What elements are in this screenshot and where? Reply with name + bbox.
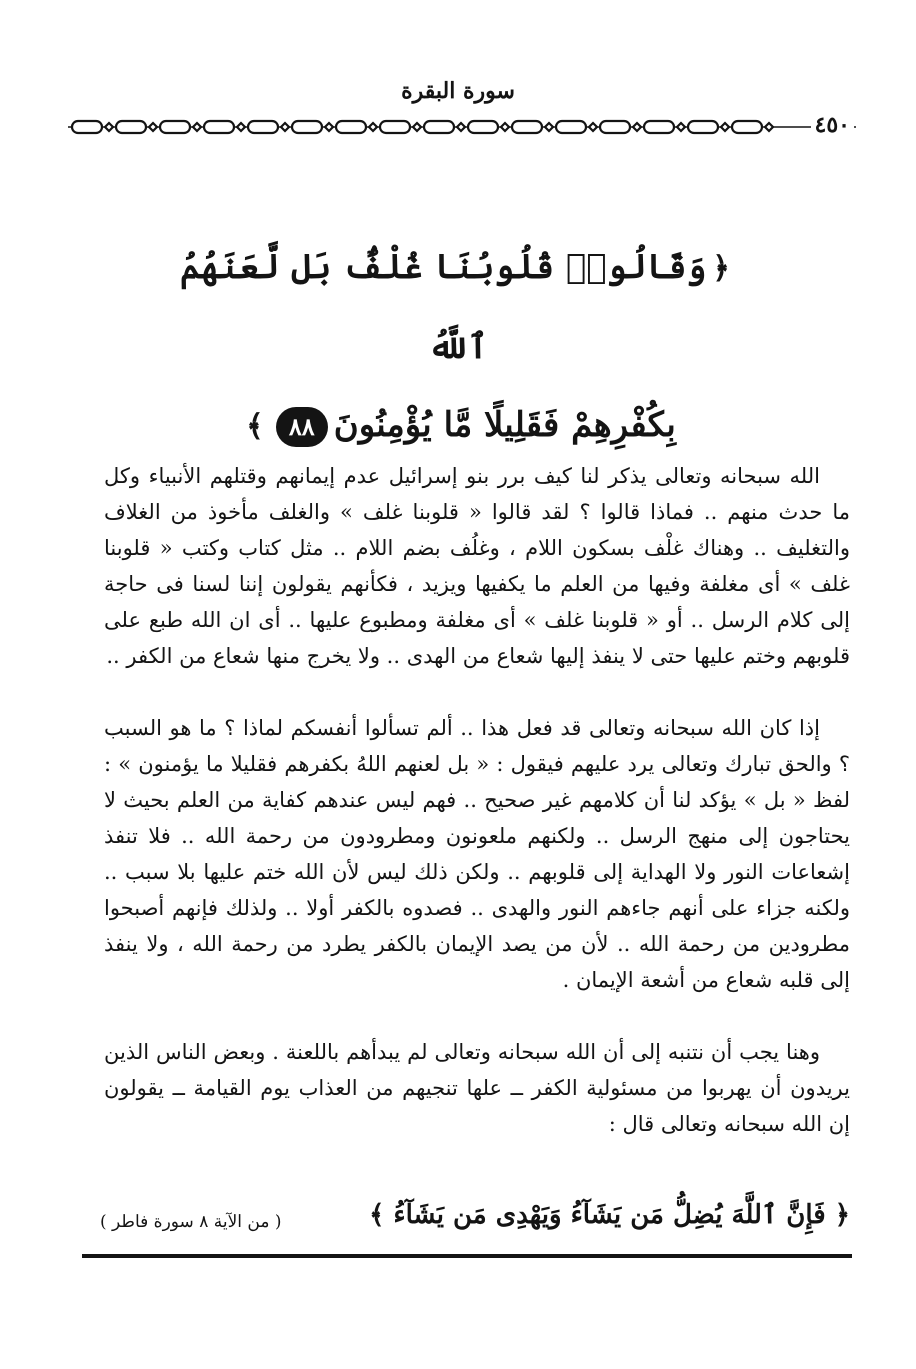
- verse-close-ornament: ﴾: [246, 409, 264, 444]
- commentary-paragraph-3: وهنا يجب أن نتنبه إلى أن الله سبحانه وتعالى لم يبدأهم باللعنة . وبعض الناس الذين يريدون أن يهربوا من مسئولية الكفر ــ علها تنجيهم من العذاب يوم القيامة ــ يقولون إن الله سبحانه وتعالى قال :: [104, 1040, 850, 1136]
- commentary-paragraph-1: الله سبحانه وتعالى يذكر لنا كيف برر بنو إسرائيل عدم إيمانهم وقتلهم الأنبياء وكل ما حدث منهم .. فماذا قالوا ؟ لقد قالوا « قلوبنا غلف » والغلف مأخوذ من الغلاف والتغليف .. وهناك غلْف بسكون اللام ، وغلُف بضم اللام .. مثل كتاب وكتب « قلوبنا غلف » أى مغلفة وفيها من العلم ما يكفيها ويزيد ، فكأنهم يقولون إننا لسنا فى حاجة إلى كلام الرسل .. أو « قلوبنا غلف » أى مغلفة ومطبوع عليها .. أى ان الله طبع على قلوبهم وختم عليها حتى لا ينفذ إليها شعاع من الهدى .. ولا يخرج منها شعاع من الكفر ..: [104, 464, 850, 668]
- quoted-verse-line: [100, 1200, 850, 1244]
- verse-line-2: [150, 386, 766, 466]
- verse-line-1-text: وَقَالُوا۟ قُلُوبُنَا غُلْفٌۢ بَل لَّعَنَهُمُ ٱللَّهُ: [179, 247, 707, 367]
- verse-open-ornament: ﴿: [712, 251, 730, 286]
- quran-verse-block: [150, 228, 766, 466]
- surah-title: سورة البقرة: [401, 78, 515, 104]
- verse-line-1: [150, 228, 766, 386]
- commentary-body: [104, 458, 850, 1178]
- quoted-verse-reference: ( من الآية ٨ سورة فاطر ): [100, 1212, 282, 1232]
- ayah-number-badge: ٨٨: [276, 407, 328, 447]
- header-ornamental-border: [68, 118, 856, 136]
- footer-rule: [82, 1254, 852, 1258]
- commentary-paragraph-2: إذا كان الله سبحانه وتعالى قد فعل هذا .. ألم تسألوا أنفسكم لماذا ؟ ما هو السبب ؟ والحق تبارك وتعالى يرد عليهم فيقول : « بل لعنهم اللهُ بكفرهم فقليلا ما يؤمنون » : لفظ « بل » يؤكد لنا أن كلامهم غير صحيح .. فهم ليس عندهم كفاية من العلم بحيث لا يحتاجون إلى منهج الرسل .. ولكنهم ملعونون ومطرودون من رحمة الله .. فلا تنفذ إشعاعات النور ولا الهداية إلى قلوبهم .. ولكن ذلك ليس لأن الله ختم عليها بلا سبب .. ولكنه جزاء على أنهم جاءهم النور والهدى .. فصدوه بالكفر أولا .. ولذلك فإنهم أصبحوا مطرودين من رحمة الله .. لأن من يصد الإيمان بالكفر يطرد من رحمة الله ، ولا ينفذ إلى قلبه شعاع من أشعة الإيمان .: [104, 716, 850, 992]
- verse-line-2-text: بِكُفْرِهِمْ فَقَلِيلًا مَّا يُؤْمِنُونَ: [333, 405, 676, 445]
- quoted-verse: ﴿ فَإِنَّ ٱللَّهَ يُضِلُّ مَن يَشَآءُ وَيَهْدِى مَن يَشَآءُ ﴾: [369, 1200, 850, 1230]
- page-number: ٤٥٠: [811, 112, 854, 138]
